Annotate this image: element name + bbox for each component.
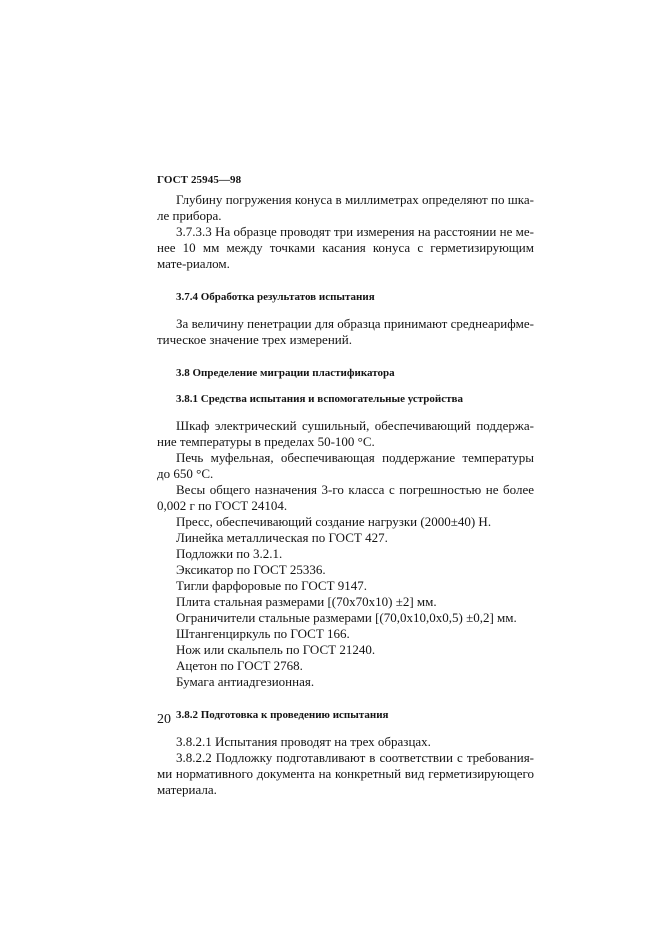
spacer (157, 690, 534, 707)
equipment-item: Нож или скальпель по ГОСТ 21240. (176, 642, 376, 657)
page-number: 20 (157, 712, 171, 727)
equipment-item: Ограничители стальные размерами [(70,0x10,0x0,5) ±0,2] мм. (176, 610, 517, 625)
spacer (157, 381, 534, 391)
spacer (157, 305, 534, 316)
equipment-item: Штангенциркуль по ГОСТ 166. (176, 626, 350, 641)
equipment-item: Плита стальная размерами [(70x70x10) ±2] мм. (176, 594, 437, 609)
paragraph-3-8-2-1: 3.8.2.1 Испытания проводят на трех образцах. (176, 734, 431, 749)
section-heading-3-8-1: 3.8.1 Средства испытания и вспомогательные устройства (176, 393, 463, 405)
spacer (157, 272, 534, 289)
spacer (157, 407, 534, 418)
paragraph-penetration: За величину пенетрации для образца принимают среднеарифме-тическое значение трех измерений. (157, 316, 534, 347)
equipment-item: Линейка металлическая по ГОСТ 427. (176, 530, 388, 545)
paragraph-3-7-3-3: 3.7.3.3 На образце проводят три измерения на расстоянии не ме-нее 10 мм между точками касания конуса с герметизирующим мате-риалом. (157, 224, 534, 271)
equipment-item: Тигли фарфоровые по ГОСТ 9147. (176, 578, 368, 593)
equipment-list (157, 418, 534, 690)
equipment-item: Бумага антиадгезионная. (176, 674, 315, 689)
equipment-item: Эксикатор по ГОСТ 25336. (176, 562, 326, 577)
spacer (157, 723, 534, 734)
equipment-item: Пресс, обеспечивающий создание нагрузки (2000±40) Н. (176, 514, 492, 529)
paragraph-3-8-2-2: 3.8.2.2 Подложку подготавливают в соответствии с требования-ми нормативного документа на конкретный вид герметизирующего материала. (157, 750, 534, 797)
section-heading-3-7-4: 3.7.4 Обработка результатов испытания (176, 291, 375, 303)
paragraph-cone-depth: Глубину погружения конуса в миллиметрах определяют по шка-ле прибора. (157, 192, 534, 223)
equipment-item: Весы общего назначения 3-го класса с погрешностью не более 0,002 г по ГОСТ 24104. (157, 482, 534, 513)
document-body (157, 192, 534, 798)
document-header: ГОСТ 25945—98 (157, 174, 242, 186)
spacer (157, 348, 534, 365)
equipment-item: Подложки по 3.2.1. (176, 546, 283, 561)
equipment-item: Шкаф электрический сушильный, обеспечивающий поддержа-ние температуры в пределах 50-100 °С. (157, 418, 534, 449)
equipment-item: Ацетон по ГОСТ 2768. (176, 658, 303, 673)
section-heading-3-8-2: 3.8.2 Подготовка к проведению испытания (176, 709, 389, 721)
section-heading-3-8: 3.8 Определение миграции пластификатора (176, 367, 395, 379)
equipment-item: Печь муфельная, обеспечивающая поддержание температуры до 650 °С. (157, 450, 534, 481)
